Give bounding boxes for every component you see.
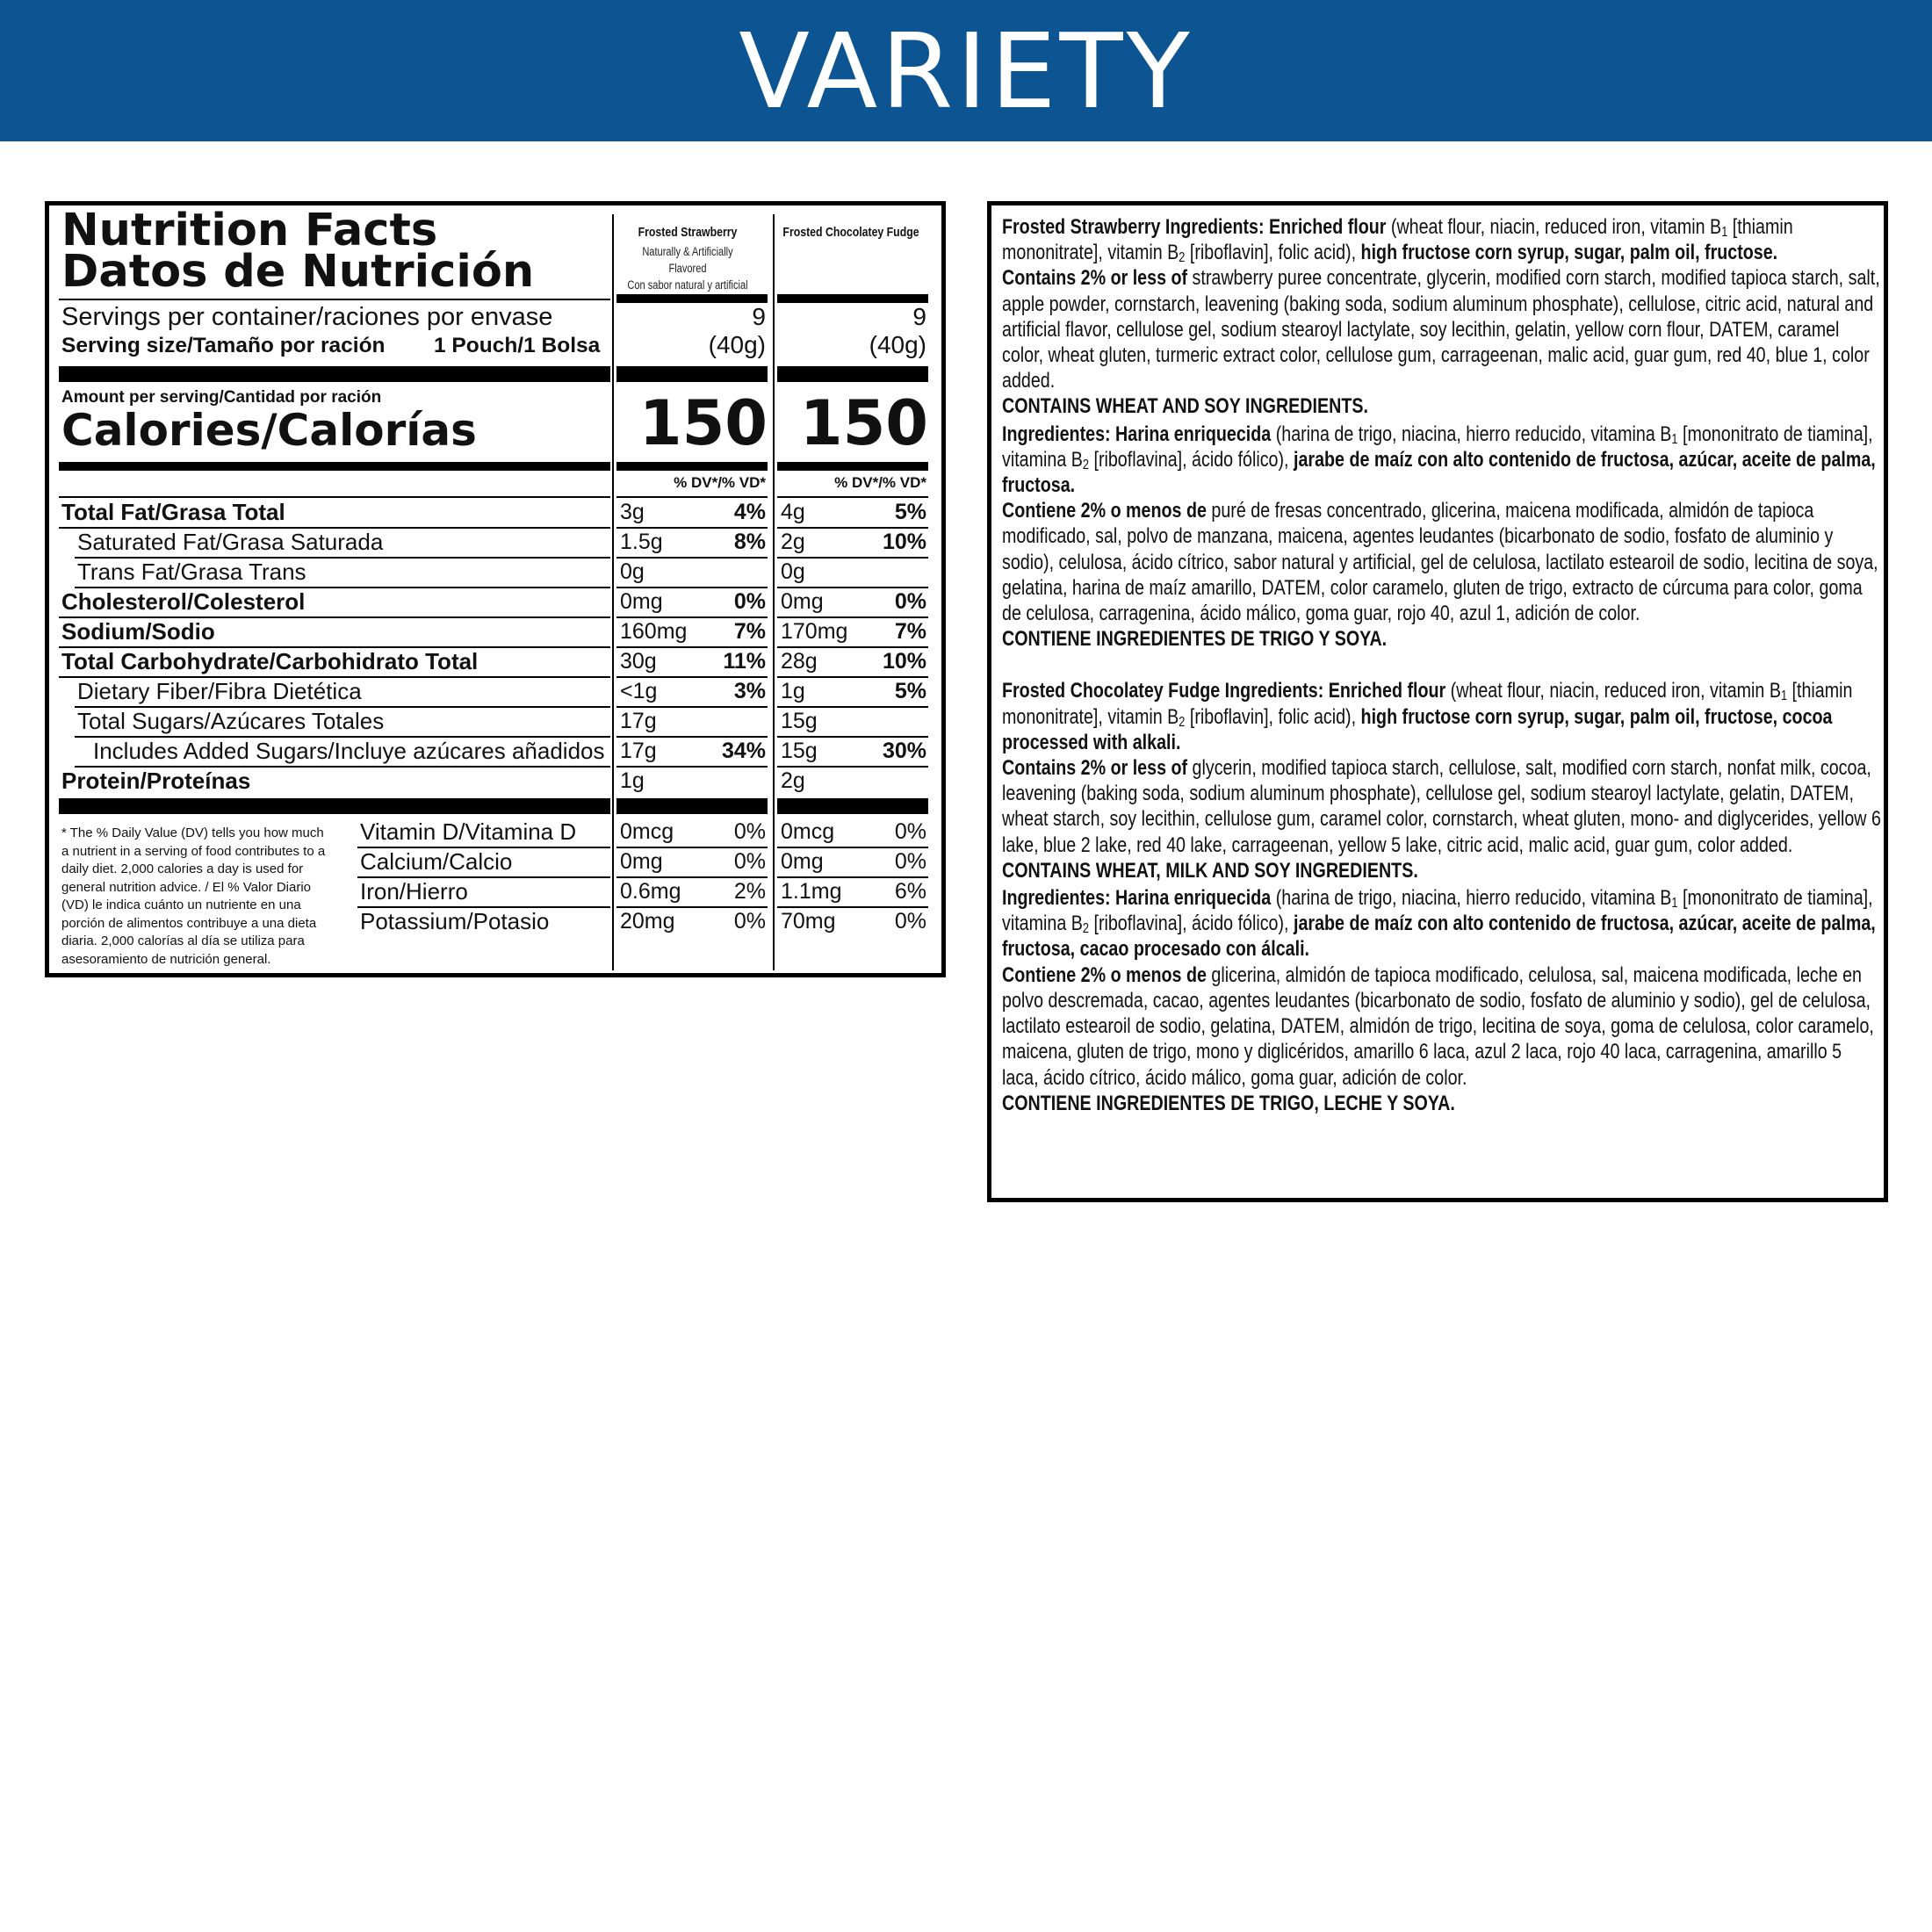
calories-strawberry: 150 <box>638 387 768 459</box>
servings-label: Servings per container/raciones por envase <box>61 303 553 331</box>
strawberry-ingredients-en <box>1002 214 1882 265</box>
nutrition-title-es: Datos de Nutrición <box>61 246 535 298</box>
nutrient-amount-fudge: 15g <box>781 709 818 733</box>
divider <box>616 366 768 382</box>
nutrient-dv-strawberry: 7% <box>733 619 766 644</box>
ingredient-bold: Contiene 2% o menos de <box>1002 499 1207 523</box>
nutrient-label: Cholesterol/Colesterol <box>61 588 306 615</box>
vitamin-amount-strawberry: 0.6mg <box>620 879 681 904</box>
vitamin-dv-fudge: 0% <box>894 909 926 934</box>
ingredient-text: [mononitrato de tiamina], vitamina B <box>1002 422 1873 472</box>
vitamin-label: Calcium/Calcio <box>360 848 513 875</box>
nutrient-amount-strawberry: 0g <box>620 559 645 584</box>
subscript: 2 <box>1179 714 1186 730</box>
nutrient-dv-strawberry: 8% <box>733 530 766 554</box>
subscript: 1 <box>1671 431 1678 447</box>
nutrient-label: Protein/Proteínas <box>61 768 251 794</box>
nutrient-dv-fudge: 30% <box>882 739 926 763</box>
divider <box>777 294 928 303</box>
vitamin-dv-fudge: 0% <box>894 819 926 844</box>
vitamin-dv-strawberry: 0% <box>733 849 766 874</box>
serving-grams-strawberry: (40g) <box>708 331 766 358</box>
divider <box>616 294 768 303</box>
ingredient-text: (harina de trigo, niacina, hierro reducido, vitamina B <box>1275 886 1672 911</box>
fudge-contains-en <box>1002 755 1882 858</box>
vitamin-dv-fudge: 6% <box>894 879 926 904</box>
serving-size-label: Serving size/Tamaño por ración <box>61 334 386 357</box>
strawberry-allergen-es: CONTIENE INGREDIENTES DE TRIGO Y SOYA. <box>1002 627 1388 652</box>
ingredient-text: [riboflavin], folic acid), <box>1189 241 1357 265</box>
nutrient-amount-fudge: 28g <box>781 649 818 674</box>
nutrient-amount-fudge: 1g <box>781 679 805 703</box>
fudge-ingredients-en <box>1002 678 1882 755</box>
nutrient-dv-strawberry: 0% <box>733 589 766 614</box>
ingredient-text: [riboflavin], folic acid), <box>1189 704 1357 729</box>
ingredient-bold: Contains 2% or less of <box>1002 756 1188 781</box>
vitamin-dv-strawberry: 0% <box>733 909 766 934</box>
ingredients-panel <box>987 201 1888 1202</box>
nutrient-amount-fudge: 0g <box>781 559 805 584</box>
column-divider-1 <box>612 214 614 970</box>
dv-footnote: * The % Daily Value (DV) tells you how much a nutrient in a serving of food contributes to a daily diet. 2,000 calories a day is used for general nutrition advice. / El % Valor Diario (VD) le indica cuánto un nutriente en una porción de alimentos contribuye a una dieta diaria. 2,000 calorías al día se utiliza para asesoramiento de nutrición general. <box>61 825 326 967</box>
nutrient-dv-strawberry: 11% <box>723 649 766 674</box>
nutrient-amount-strawberry: 17g <box>620 739 657 763</box>
ingredient-text: strawberry puree concentrate, glycerin, modified corn starch, modified tapioca starch, salt, apple powder, cornstarch, leavening (baking soda, sodium aluminum phosphate), cellulose, citric acid, natural and artificial flavor, cellulose gel, sodium stearoyl lactylate, soy lecithin, gelatin, yellow corn flour, DATEM, caramel color, wheat gluten, turmeric extract color, cellulose gum, carrageenan, malic acid, guar gum, red 40, blue 1, color added. <box>1002 266 1880 393</box>
nutrient-dv-fudge: 5% <box>894 500 926 524</box>
divider <box>777 462 928 471</box>
ingredient-bold: high fructose corn syrup, sugar, palm oil, fructose, cocoa processed with alkali. <box>1002 704 1833 754</box>
vitamin-amount-fudge: 0mcg <box>781 819 835 844</box>
serving-grams-fudge: (40g) <box>869 331 926 358</box>
calories-fudge: 150 <box>799 387 928 459</box>
nutrient-label: Dietary Fiber/Fibra Dietética <box>77 678 362 704</box>
fudge-allergen-en: CONTAINS WHEAT, MILK AND SOY INGREDIENTS. <box>1002 858 1418 883</box>
strawberry-allergen-en: CONTAINS WHEAT AND SOY INGREDIENTS. <box>1002 394 1368 419</box>
subscript: 1 <box>1721 225 1728 240</box>
ingredient-text: glicerina, almidón de tapioca modificado, celulosa, sal, maicena modificada, leche en polvo descremada, cacao, agentes leudantes (bicarbonato de sodio, fosfato de aluminio y sodio), gel de celulosa, lactilato estearoil de sodio, gelatina, DATEM, almidón de trigo, lecitina de soya, goma de celulosa, color caramelo, maicena, gluten de trigo, mono y diglicéridos, amarillo 6 laca, azul 2 laca, rojo 40 laca, carragenina, amarillo 5 laca, ácido cítrico, ácido málico, goma guar, adición de color. <box>1002 962 1874 1090</box>
vitamin-amount-strawberry: 0mg <box>620 849 663 874</box>
ingredient-bold: Contains 2% or less of <box>1002 266 1188 291</box>
spacer <box>1002 653 1882 678</box>
nutrient-amount-strawberry: 1.5g <box>620 530 663 554</box>
ingredient-text: glycerin, modified tapioca starch, cellulose, salt, modified corn starch, nonfat milk, cocoa, leavening (baking soda, sodium aluminum phosphate), cellulose gel, sodium stearoyl lactylate, gelatin, DATEM, wheat starch, soy lecithin, cellulose gum, caramel color, cornstarch, wheat gluten, mono- and diglycerides, yellow 6 lake, blue 2 lake, red 40 lake, carrageenan, yellow 5 lake, citric acid, malic acid, guar gum, color added. <box>1002 756 1881 857</box>
vitamin-label: Potassium/Potasio <box>360 908 550 934</box>
nutrient-amount-fudge: 2g <box>781 530 805 554</box>
nutrient-amount-fudge: 15g <box>781 739 818 763</box>
divider <box>777 798 928 814</box>
ingredient-bold: Enriched flour <box>1328 679 1446 703</box>
column-name-fudge: Frosted Chocolatey Fudge <box>782 225 919 240</box>
amount-label: Amount per serving/Cantidad por ración <box>61 388 382 407</box>
nutrient-amount-fudge: 4g <box>781 500 805 524</box>
servings-strawberry: 9 <box>752 303 766 330</box>
header-banner <box>0 0 1932 141</box>
nutrient-label: Total Carbohydrate/Carbohidrato Total <box>61 648 479 674</box>
nutrient-dv-fudge: 0% <box>894 589 926 614</box>
column-name-strawberry: Frosted Strawberry <box>638 225 738 240</box>
dv-header-fudge: % DV*/% VD* <box>834 474 926 491</box>
vitamin-amount-fudge: 70mg <box>781 909 836 934</box>
nutrient-label: Sodium/Sodio <box>61 618 215 645</box>
ingredient-text: [thiamin mononitrate], vitamin B <box>1002 679 1853 729</box>
nutrition-facts-panel <box>45 201 946 977</box>
column-header-strawberry <box>614 225 761 293</box>
ingredient-text: [thiamin mononitrate], vitamin B <box>1002 215 1793 265</box>
nutrient-amount-strawberry: 160mg <box>620 619 688 644</box>
divider <box>777 366 928 382</box>
dv-header-strawberry: % DV*/% VD* <box>674 474 766 491</box>
strawberry-ingredients-es <box>1002 422 1882 499</box>
ingredient-bold: Enriched flour <box>1269 215 1387 239</box>
nutrient-amount-strawberry: 30g <box>620 649 657 674</box>
column-sub-es: Con sabor natural y artificial <box>627 278 748 292</box>
ingredient-text: (harina de trigo, niacina, hierro reducido, vitamina B <box>1275 422 1672 446</box>
nutrient-dv-strawberry: 4% <box>733 500 766 524</box>
vitamin-dv-strawberry: 0% <box>733 819 766 844</box>
nutrient-amount-fudge: 0mg <box>781 589 824 614</box>
vitamin-amount-fudge: 0mg <box>781 849 824 874</box>
ingredient-bold: jarabe de maíz con alto contenido de fructosa, azúcar, aceite de palma, fructosa. <box>1002 447 1876 498</box>
strawberry-contains-es <box>1002 498 1882 626</box>
nutrient-dv-strawberry: 3% <box>733 679 766 703</box>
divider <box>59 366 610 382</box>
fudge-ingredients-es <box>1002 885 1882 962</box>
column-sub-en: Naturally & Artificially Flavored <box>642 245 733 275</box>
ingredient-text: puré de fresas concentrado, glicerina, maicena modificada, almidón de tapioca modificado, sal, polvo de manzana, maicena, agentes leudantes (bicarbonato de sodio, fosfato de aluminio y sodio), celulosa, ácido cítrico, sabor natural y artificial, gel de celulosa, lactilato estearoil de sodio, lecitina de soya, gelatina, harina de maíz amarillo, DATEM, color caramelo, gluten de trigo, extracto de cúrcuma para color, goma de celulosa, carragenina, ácido málico, goma guar, rojo 40, azul 1, adición de color. <box>1002 499 1878 626</box>
ingredient-text: [riboflavina], ácido fólico), <box>1093 912 1289 936</box>
nutrient-dv-strawberry: 34% <box>721 739 766 763</box>
vitamin-label: Vitamin D/Vitamina D <box>360 818 577 845</box>
subscript: 2 <box>1082 457 1090 472</box>
ingredient-text: [riboflavina], ácido fólico), <box>1093 447 1289 472</box>
vitamin-amount-fudge: 1.1mg <box>781 879 842 904</box>
vitamin-amount-strawberry: 20mg <box>620 909 675 934</box>
divider <box>616 798 768 814</box>
strawberry-ingredients-title: Frosted Strawberry Ingredients: <box>1002 215 1265 239</box>
ingredient-bold: Contiene 2% o menos de <box>1002 962 1207 987</box>
vitamin-dv-strawberry: 2% <box>733 879 766 904</box>
column-divider-2 <box>773 214 775 970</box>
ingredient-text: [mononitrato de tiamina], vitamina B <box>1002 886 1873 936</box>
subscript: 1 <box>1671 896 1678 912</box>
vitamin-dv-fudge: 0% <box>894 849 926 874</box>
nutrient-label: Total Fat/Grasa Total <box>61 499 285 525</box>
divider <box>59 798 610 814</box>
vitamin-amount-strawberry: 0mcg <box>620 819 674 844</box>
fudge-contains-es <box>1002 962 1882 1091</box>
nutrient-dv-fudge: 10% <box>882 530 926 554</box>
calories-label: Calories/Calorías <box>61 405 477 456</box>
nutrient-label: Includes Added Sugars/Incluye azúcares añadidos <box>93 738 605 764</box>
nutrient-dv-fudge: 5% <box>894 679 926 703</box>
ingredients-text <box>1002 214 1882 1118</box>
divider <box>59 299 610 300</box>
nutrient-amount-strawberry: 3g <box>620 500 645 524</box>
nutrient-dv-fudge: 7% <box>894 619 926 644</box>
banner-title: VARIETY <box>739 10 1193 132</box>
fudge-ingredients-title: Frosted Chocolatey Fudge Ingredients: <box>1002 679 1324 703</box>
nutrient-label: Trans Fat/Grasa Trans <box>77 559 306 585</box>
ingredient-bold: jarabe de maíz con alto contenido de fructosa, azúcar, aceite de palma, fructosa, cacao procesado con álcali. <box>1002 912 1876 962</box>
strawberry-contains-en <box>1002 265 1882 393</box>
nutrient-amount-fudge: 170mg <box>781 619 848 644</box>
divider <box>616 462 768 471</box>
ingredient-text: (wheat flour, niacin, reduced iron, vitamin B <box>1390 215 1722 239</box>
column-header-fudge <box>763 225 939 240</box>
nutrient-label: Total Sugars/Azúcares Totales <box>77 708 385 734</box>
subscript: 2 <box>1179 250 1186 266</box>
divider <box>59 462 610 471</box>
ingredient-bold: Ingredientes: Harina enriquecida <box>1002 422 1272 446</box>
nutrition-title-en: Nutrition Facts <box>61 205 438 256</box>
nutrient-dv-fudge: 10% <box>882 649 926 674</box>
subscript: 2 <box>1082 921 1090 937</box>
ingredient-bold: Ingredientes: Harina enriquecida <box>1002 886 1272 911</box>
nutrient-amount-strawberry: 1g <box>620 768 645 793</box>
serving-size-value: 1 Pouch/1 Bolsa <box>434 334 601 357</box>
nutrient-amount-strawberry: 17g <box>620 709 657 733</box>
vitamin-label: Iron/Hierro <box>360 878 468 905</box>
servings-fudge: 9 <box>912 303 926 330</box>
nutrient-label: Saturated Fat/Grasa Saturada <box>77 529 384 555</box>
nutrient-amount-strawberry: <1g <box>620 679 658 703</box>
nutrient-amount-strawberry: 0mg <box>620 589 663 614</box>
nutrient-amount-fudge: 2g <box>781 768 805 793</box>
ingredient-text: (wheat flour, niacin, reduced iron, vitamin B <box>1450 679 1781 703</box>
ingredient-bold: high fructose corn syrup, sugar, palm oil, fructose. <box>1360 241 1778 265</box>
fudge-allergen-es: CONTIENE INGREDIENTES DE TRIGO, LECHE Y SOYA. <box>1002 1091 1455 1115</box>
subscript: 1 <box>1780 688 1788 704</box>
